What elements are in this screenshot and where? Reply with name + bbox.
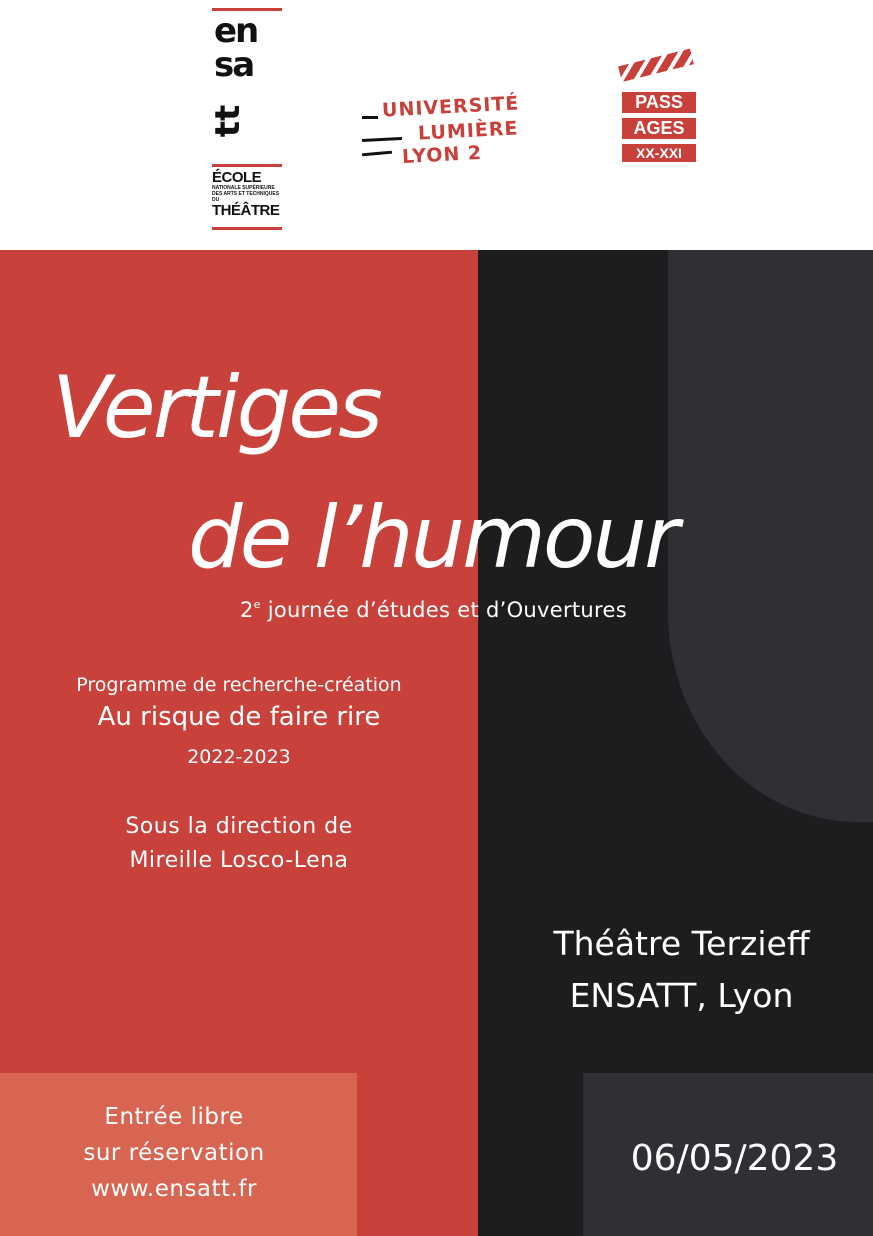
passages-line-xx-xxi: XX-XXI xyxy=(622,144,696,162)
ul2-line-lyon2: LYON 2 xyxy=(401,141,483,169)
ensatt-wordmark xyxy=(214,11,280,85)
website-link[interactable]: www.ensatt.fr xyxy=(91,1176,257,1202)
ensatt-wordmark-mid: sa xyxy=(214,45,254,85)
subtitle-text: journée d’études et d’Ouvertures xyxy=(260,598,627,622)
venue-line-1: Théâtre Terzieff xyxy=(553,924,810,963)
venue-line-2: ENSATT, Lyon xyxy=(569,976,794,1015)
ensatt-name xyxy=(212,170,282,218)
ensatt-line-ecole: ÉCOLE xyxy=(212,169,262,186)
direction-label: Sous la direction de xyxy=(125,814,353,839)
title-line-2: de l’humour xyxy=(188,488,677,588)
program-name: Au risque de faire rire xyxy=(97,702,381,732)
entry-line-2: sur réservation xyxy=(83,1140,265,1166)
logo-dash xyxy=(362,137,402,142)
director-name: Mireille Losco-Lena xyxy=(129,848,349,873)
logo-rule xyxy=(212,164,282,167)
ensatt-wordmark-rotated: tt xyxy=(208,104,248,138)
passages-logo xyxy=(620,60,698,166)
passages-line-pass: PASS xyxy=(622,92,696,113)
ul2-line-universite: UNIVERSITÉ xyxy=(381,92,520,122)
universite-lumiere-lyon2-logo xyxy=(356,88,536,174)
subtitle-ordinal: 2 xyxy=(240,598,254,622)
ensatt-logo xyxy=(208,8,284,233)
ensatt-wordmark-top: en xyxy=(214,11,258,51)
program-years: 2022-2023 xyxy=(187,746,291,768)
ensatt-line-theatre: THÉÂTRE xyxy=(212,202,280,219)
ensatt-line-arts: DES ARTS ET TECHNIQUES DU xyxy=(212,191,280,203)
logo-dash xyxy=(362,116,378,119)
subtitle xyxy=(240,598,627,622)
event-date: 06/05/2023 xyxy=(630,1138,839,1179)
ul2-line-lumiere: LUMIÈRE xyxy=(417,117,519,145)
logo-rule xyxy=(212,227,282,230)
subtitle-superscript: e xyxy=(253,598,261,611)
entry-line-1: Entrée libre xyxy=(104,1104,244,1130)
title-line-1: Vertiges xyxy=(52,358,380,458)
passages-line-ages: AGES xyxy=(622,118,696,139)
logo-dash xyxy=(362,151,392,157)
program-label: Programme de recherche-création xyxy=(76,674,402,696)
ensatt-line-nationale: NATIONALE SUPÉRIEURE xyxy=(212,185,275,191)
